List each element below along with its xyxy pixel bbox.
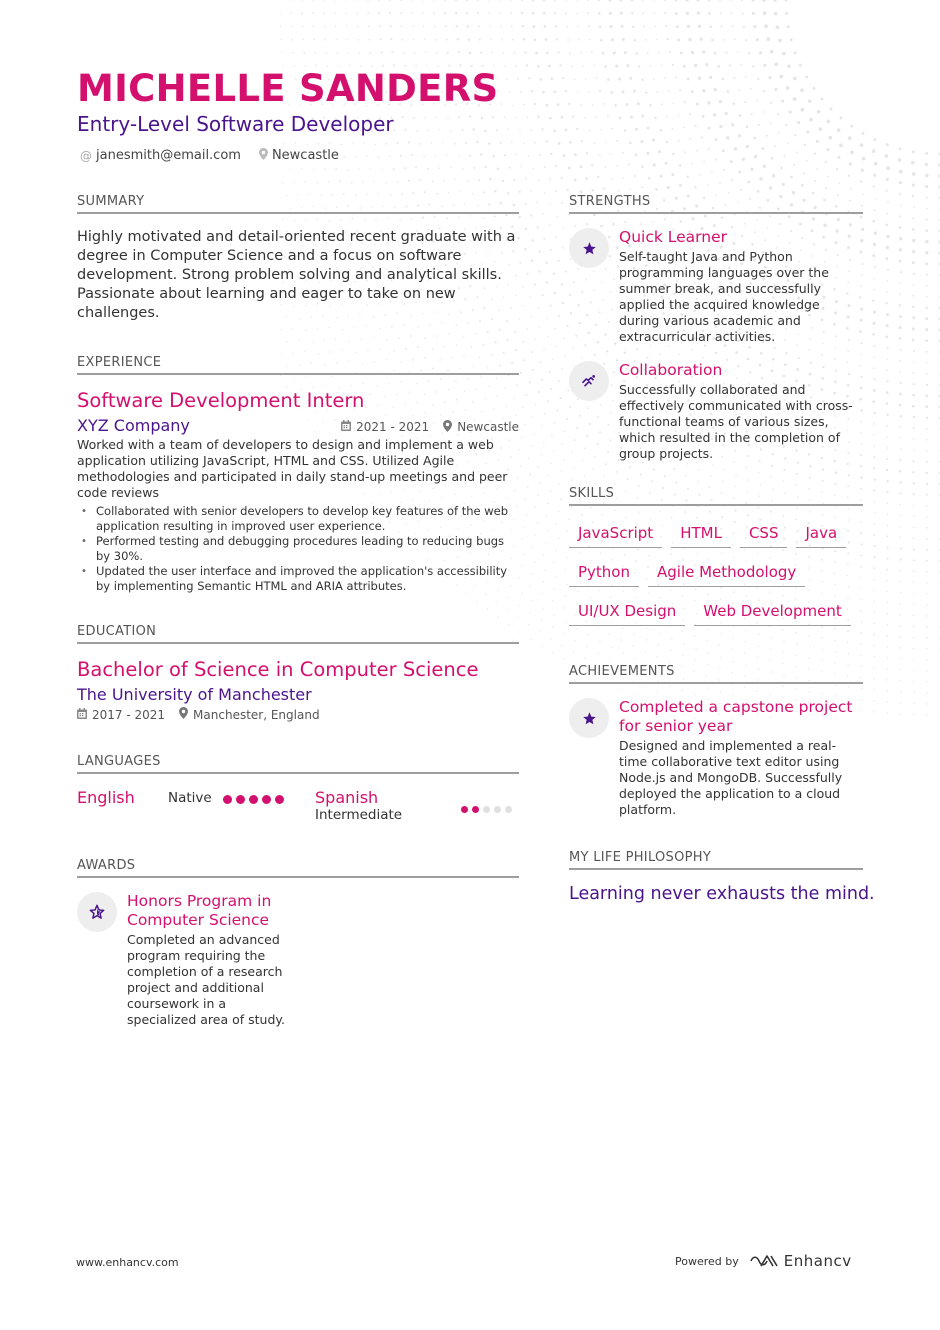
language-item-english <box>77 788 135 807</box>
summary-text: Highly motivated and detail-oriented recent graduate with a degree in Computer Science and a focus on software development. Strong problem solving and analytical skills. Passionate about learning and eager to take on new challenges. <box>77 229 516 321</box>
rating-dot <box>236 795 245 804</box>
handshake-icon <box>569 361 609 401</box>
skill-tag: Java <box>796 520 846 548</box>
location-text: Newcastle <box>271 148 339 163</box>
philosophy-heading: MY LIFE PHILOSOPHY <box>569 850 863 870</box>
language-rating-spanish <box>461 806 512 813</box>
language-name: English <box>77 788 135 807</box>
brand-name: Enhancv <box>783 1252 852 1270</box>
calendar-icon <box>77 708 87 722</box>
experience-dates: 2021 - 2021 <box>356 420 430 434</box>
achievement-title: Completed a capstone project for senior year <box>619 698 853 735</box>
skill-tag: JavaScript <box>569 520 662 548</box>
experience-company: XYZ Company <box>77 416 190 435</box>
enhancv-logo[interactable] <box>749 1252 852 1270</box>
skill-tag: Python <box>569 559 639 587</box>
contact-info <box>80 148 339 163</box>
education-location: Manchester, England <box>193 707 320 722</box>
location-pin-icon <box>259 148 268 163</box>
awards-section <box>77 858 519 1028</box>
footer-branding <box>675 1252 852 1270</box>
list-item: • Collaborated with senior developers to develop key features of the web application resulting in improved user experience. <box>77 504 519 534</box>
philosophy-text: Learning never exhausts the mind. <box>569 884 875 904</box>
experience-heading: EXPERIENCE <box>77 355 519 375</box>
strengths-section <box>569 194 863 462</box>
languages-heading: LANGUAGES <box>77 754 519 774</box>
education-meta <box>77 707 519 722</box>
enhancv-logo-icon <box>749 1254 779 1268</box>
rating-dot <box>223 795 232 804</box>
rating-dot <box>472 806 479 813</box>
experience-meta <box>341 420 519 435</box>
strength-item <box>569 361 863 462</box>
achievements-section <box>569 664 863 818</box>
language-level: Intermediate <box>315 807 403 823</box>
rating-dot <box>249 795 258 804</box>
awards-heading: AWARDS <box>77 858 519 878</box>
skill-tag: CSS <box>740 520 788 548</box>
achievement-item <box>569 698 863 818</box>
calendar-icon <box>341 420 351 434</box>
philosophy-section <box>569 850 875 904</box>
star-icon <box>569 698 609 738</box>
rating-dot <box>494 806 501 813</box>
list-item: • Updated the user interface and improved the application's accessibility by implementing Semantic HTML and ARIA attributes. <box>77 564 519 594</box>
skills-section <box>569 486 863 626</box>
skill-tag: UI/UX Design <box>569 598 685 626</box>
education-dates: 2017 - 2021 <box>92 707 166 722</box>
left-column <box>77 194 519 1028</box>
skill-tag: Agile Methodology <box>648 559 805 587</box>
rating-dot <box>262 795 271 804</box>
education-school: The University of Manchester <box>77 685 312 704</box>
achievements-heading: ACHIEVEMENTS <box>569 664 863 684</box>
skills-list <box>569 520 863 626</box>
language-name: Spanish <box>315 788 379 807</box>
language-item-spanish <box>315 788 402 823</box>
languages-list <box>77 788 519 838</box>
skill-tag: Web Development <box>694 598 850 626</box>
achievement-description: Designed and implemented a real-time collaborative text editor using Node.js and MongoDB. Successfully deployed the application to a cloud platform. <box>619 738 843 817</box>
star-icon <box>569 228 609 268</box>
experience-location: Newcastle <box>457 420 519 434</box>
candidate-name: MICHELLE SANDERS <box>77 67 499 110</box>
award-item <box>77 892 287 1028</box>
experience-section <box>77 355 519 594</box>
language-rating-english <box>223 795 284 804</box>
rating-dot <box>483 806 490 813</box>
email-text: janesmith@email.com <box>96 148 241 163</box>
footer-website[interactable]: www.enhancv.com <box>76 1256 179 1269</box>
skill-tag: HTML <box>671 520 731 548</box>
rating-dot <box>461 806 468 813</box>
contact-email[interactable] <box>80 148 241 163</box>
powered-by-text: Powered by <box>675 1254 739 1268</box>
strengths-heading: STRENGTHS <box>569 194 863 214</box>
summary-section <box>77 194 519 323</box>
candidate-title: Entry-Level Software Developer <box>77 112 394 136</box>
experience-description: Worked with a team of developers to design and implement a web application utilizing JavaScript, HTML and CSS. Utilized Agile methodologies and participated in daily stand-up meetings and peer code reviews <box>77 437 508 500</box>
skills-heading: SKILLS <box>569 486 863 506</box>
experience-role: Software Development Intern <box>77 389 365 412</box>
education-section <box>77 624 519 722</box>
strength-description: Successfully collaborated and effectively communicated with cross-functional teams of various sizes, which resulted in the completion of group projects. <box>619 382 853 461</box>
education-degree: Bachelor of Science in Computer Science <box>77 658 479 681</box>
award-title: Honors Program in Computer Science <box>127 892 272 929</box>
language-level-english: Native <box>168 790 212 806</box>
award-description: Completed an advanced program requiring the completion of a research project and additional coursework in a specialized area of study. <box>127 932 285 1027</box>
at-icon: @ <box>80 148 92 163</box>
right-column <box>569 194 875 904</box>
strength-title: Collaboration <box>619 361 723 379</box>
strength-title: Quick Learner <box>619 228 727 246</box>
location-pin-icon <box>443 420 452 435</box>
experience-bullets <box>77 504 519 594</box>
summary-heading: SUMMARY <box>77 194 519 214</box>
languages-section <box>77 754 519 838</box>
contact-location <box>259 148 339 163</box>
rating-dot <box>505 806 512 813</box>
strength-item <box>569 228 863 345</box>
education-heading: EDUCATION <box>77 624 519 644</box>
location-pin-icon <box>179 707 188 722</box>
list-item: • Performed testing and debugging procedures leading to reducing bugs by 30%. <box>77 534 519 564</box>
rating-dot <box>275 795 284 804</box>
star-outline-icon <box>77 892 117 932</box>
strength-description: Self-taught Java and Python programming languages over the summer break, and successfully applied the acquired knowledge during various academic and extracurricular activities. <box>619 249 829 344</box>
